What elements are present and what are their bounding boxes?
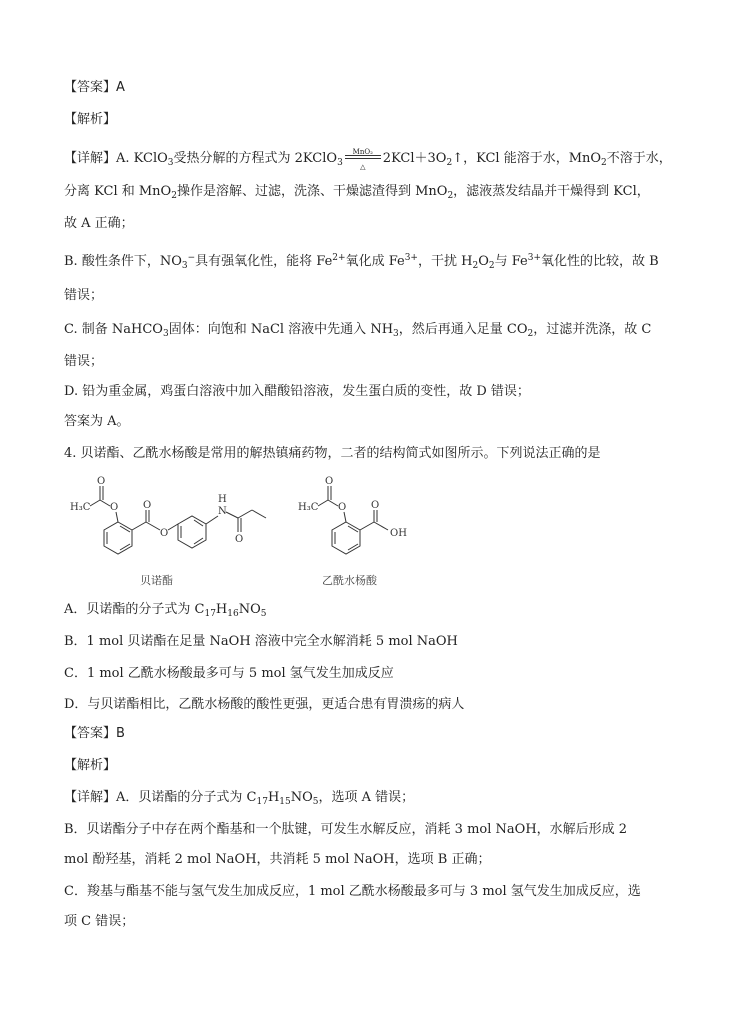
text: C. 制备 NaHCO	[64, 322, 163, 337]
answer-tag: 【答案】	[64, 726, 117, 741]
answer-line-q3	[64, 80, 125, 96]
option-c: C．1 mol 乙酰水杨酸最多可与 5 mol 氢气发生加成反应	[64, 666, 394, 681]
o-label: O	[235, 534, 244, 545]
explanation-c-line1: C. 制备 NaHCO$_3$固体：向饱和 NaCl 溶液中先通入 $NH_3$，然后再通入足量 $CO_2$，过滤并洗涤，故 C	[64, 322, 652, 339]
subscript: 15	[279, 797, 291, 807]
subscript: 5	[312, 797, 319, 807]
text: A．贝诺酯的分子式为 C	[116, 790, 257, 805]
text: 固体：向饱和 NaCl 溶液中先通入 NH	[168, 322, 394, 337]
explanation-a-line2: 分离 KCl 和 MnO$_2$操作是溶解、过滤，洗涤、干燥滤渣得到 MnO$_2$，滤液蒸发结晶并干燥得到 KCl，	[64, 184, 650, 201]
subscript: 17	[204, 609, 216, 619]
explanation-q4-c-line2: 项 C 错误；	[64, 914, 135, 929]
explanation-q4-b-line2: mol 酚羟基，消耗 2 mol NaOH，共消耗 5 mol NaOH，选项 B 正确；	[64, 852, 491, 867]
text: A. KClO	[116, 151, 168, 166]
o-label: O	[110, 502, 119, 513]
text: H	[267, 790, 280, 805]
explanation-d-line: D. 铅为重金属，鸡蛋白溶液中加入醋酸铅溶液，发生蛋白质的变性，故 D 错误；	[64, 384, 530, 399]
explanation-q4-a	[64, 790, 414, 806]
explanation-a-line3: 故 A 正确；	[64, 216, 134, 231]
text: ，然后再通入足量 CO	[398, 322, 528, 337]
o-label: O	[371, 500, 380, 511]
aspirin-structure-image	[290, 472, 420, 572]
answer-value: A	[116, 80, 125, 95]
benorilate-structure-image	[60, 472, 290, 572]
o-label: O	[97, 476, 106, 487]
answer-line-q4	[64, 726, 125, 742]
text: NO	[290, 790, 313, 805]
aspirin-caption: 乙酰水杨酸	[322, 574, 377, 587]
text: NO	[238, 602, 261, 617]
text: 分离 KCl 和 MnO	[64, 184, 172, 199]
explanation-a-line1: 【详解】A. KClO$_3$受热分解的方程式为 2KClO$_3$ MnO₂ △ $2KCl+3O_2↑$，KCl 能溶于水，MnO$_2$不溶于水，	[64, 150, 672, 167]
text: 氧化性的比较，故 B	[541, 254, 659, 269]
option-d: D．与贝诺酯相比，乙酰水杨酸的酸性更强，更适合患有胃溃疡的病人	[64, 697, 465, 712]
reaction-condition	[343, 148, 383, 171]
text: ，滤液蒸发结晶并干燥得到 KCl，	[453, 184, 650, 199]
detail-tag: 【详解】	[64, 151, 117, 166]
text: ，过滤并洗涤，故 C	[533, 322, 652, 337]
option-a	[64, 602, 267, 618]
analysis-tag: 【解析】	[64, 112, 117, 127]
text: O	[478, 254, 489, 269]
text: ，选项 A 错误；	[318, 790, 415, 805]
text: 与 Fe	[494, 254, 528, 269]
answer-tag: 【答案】	[64, 80, 117, 95]
benorilate-caption: 贝诺酯	[140, 574, 173, 587]
o-label: O	[160, 528, 169, 539]
h-label: H	[218, 494, 227, 505]
text: A．贝诺酯的分子式为 C	[64, 602, 205, 617]
subscript: 16	[227, 609, 239, 619]
text: 2KCl＋3O	[382, 151, 447, 166]
oh-label: OH	[390, 528, 407, 539]
question-4-stem: 4. 贝诺酯、乙酰水杨酸是常用的解热镇痛药物，二者的结构简式如图所示。下列说法正确的是	[64, 446, 601, 461]
o-label: O	[338, 502, 347, 513]
answer-value: B	[116, 726, 125, 741]
explanation-q4-c-line1: C．羧基与酯基不能与氢气发生加成反应，1 mol 乙酰水杨酸最多可与 3 mol 氢气发生加成反应，选	[64, 884, 641, 899]
h3c-label: H₃C	[70, 502, 91, 513]
text: 具有强氧化性，能将 Fe	[195, 254, 333, 269]
option-b: B．1 mol 贝诺酯在足量 NaOH 溶液中完全水解消耗 5 mol NaOH	[64, 634, 458, 649]
text: 不溶于水，	[606, 151, 672, 166]
subscript: 17	[256, 797, 268, 807]
n-label: N	[218, 506, 227, 517]
o-label: O	[325, 476, 334, 487]
text: B. 酸性条件下，NO	[64, 254, 182, 269]
explanation-b-line2: 错误；	[64, 288, 104, 303]
text: 操作是溶解、过滤，洗涤、干燥滤渣得到 MnO	[176, 184, 448, 199]
text: 受热分解的方程式为 2KClO	[173, 151, 338, 166]
text: 氧化成 Fe	[345, 254, 405, 269]
catalyst-label: MnO₂	[352, 148, 373, 156]
explanation-b-line1: B. 酸性条件下，$NO_3^-$具有强氧化性，能将 $Fe^{2+}$氧化成 $Fe^{3+}$，干扰 $H_2O_2$与 $Fe^{3+}$氧化性的比较，故 B	[64, 253, 659, 271]
explanation-q4-b-line1: B．贝诺酯分子中存在两个酯基和一个肽键，可发生水解反应，消耗 3 mol NaOH，水解后形成 2	[64, 822, 628, 837]
analysis-tag: 【解析】	[64, 758, 117, 773]
text: H	[215, 602, 228, 617]
text: ，干扰 H	[417, 254, 473, 269]
subscript: 5	[260, 609, 267, 619]
heat-symbol: △	[360, 163, 366, 171]
o-label: O	[143, 500, 152, 511]
detail-tag: 【详解】	[64, 790, 117, 805]
h3c-label: H₃C	[298, 502, 319, 513]
conclusion-line: 答案为 A。	[64, 414, 130, 429]
explanation-c-line2: 错误；	[64, 354, 104, 369]
text: ↑，KCl 能溶于水，MnO	[452, 151, 602, 166]
